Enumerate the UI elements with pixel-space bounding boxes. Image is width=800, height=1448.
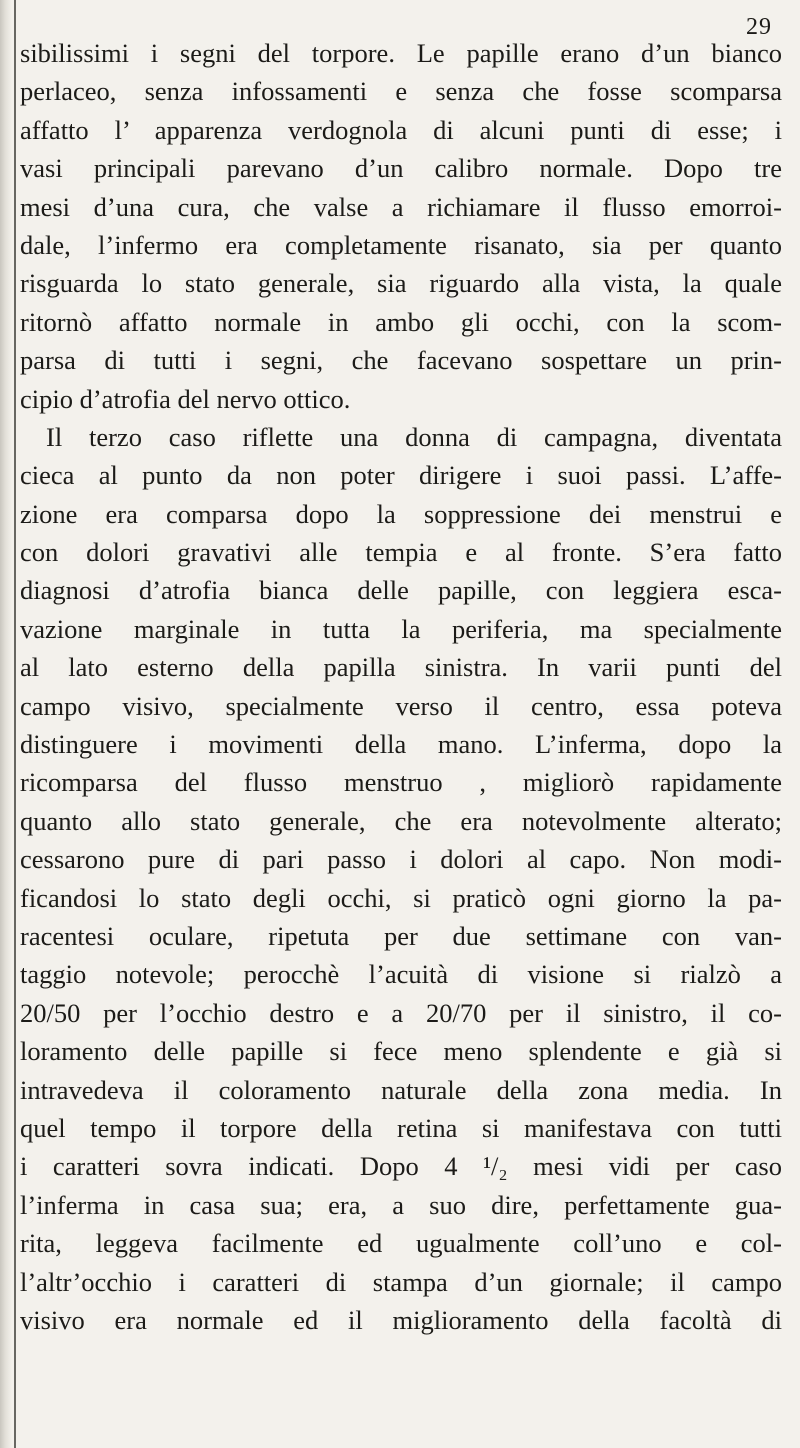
text-line: diagnosi d’atrofia bianca delle papille, con leggiera esca- [20,575,782,606]
text-line: l’inferma in casa sua; era, a suo dire, perfettamente gua- [20,1189,782,1220]
page-binding-shadow [0,0,12,1448]
text-line: rita, leggeva facilmente ed ugualmente coll’uno e col- [20,1228,782,1259]
body-text [20,34,782,1339]
text-line: ritornò affatto normale in ambo gli occhi, con la scom- [20,306,782,337]
text-line: quel tempo il torpore della retina si manifestava con tutti [20,1112,782,1143]
text-line: l’altr’occhio i caratteri di stampa d’un giornale; il campo [20,1266,782,1297]
text-line: affatto l’ apparenza verdognola di alcuni punti di esse; i [20,114,782,145]
page-number: 29 [746,14,772,40]
text-line: vazione marginale in tutta la periferia, ma specialmente [20,613,782,644]
page-binding-edge [14,0,16,1448]
text-line: zione era comparsa dopo la soppressione dei menstrui e [20,498,782,529]
text-line: i caratteri sovra indicati. Dopo 4 ¹/₂ mesi vidi per caso [20,1151,782,1182]
text-line: campo visivo, specialmente verso il centro, essa poteva [20,690,782,721]
text-line: racentesi oculare, ripetuta per due settimane con van- [20,920,782,951]
text-line: ricomparsa del flusso menstruo , migliorò rapidamente [20,767,782,798]
text-line: ficandosi lo stato degli occhi, si praticò ogni giorno la pa- [20,882,782,913]
text-line: intravedeva il coloramento naturale della zona media. In [20,1074,782,1105]
text-line: distinguere i movimenti della mano. L’inferma, dopo la [20,729,782,760]
text-line: quanto allo stato generale, che era notevolmente alterato; [20,805,782,836]
text-line: sibilissimi i segni del torpore. Le papille erano d’un bianco [20,38,782,68]
text-line: risguarda lo stato generale, sia riguardo alla vista, la quale [20,268,782,299]
text-line: al lato esterno della papilla sinistra. In varii punti del [20,652,782,683]
text-line: vasi principali parevano d’un calibro normale. Dopo tre [20,153,782,184]
text-line: perlaceo, senza infossamenti e senza che fosse scomparsa [20,76,782,107]
text-line: parsa di tutti i segni, che facevano sospettare un prin- [20,345,782,376]
text-line: loramento delle papille si fece meno splendente e già si [20,1036,782,1067]
text-line: taggio notevole; perocchè l’acuità di visione si rialzò a [20,959,782,990]
text-line: cieca al punto da non poter dirigere i suoi passi. L’affe- [20,460,782,491]
text-line: mesi d’una cura, che valse a richiamare il flusso emorroi- [20,191,782,222]
text-line: dale, l’infermo era completamente risanato, sia per quanto [20,229,782,260]
text-line: cessarono pure di pari passo i dolori al capo. Non modi- [20,844,782,875]
text-line: visivo era normale ed il miglioramento della facoltà di [20,1304,782,1335]
text-line: Il terzo caso riflette una donna di campagna, diventata [46,421,782,452]
text-line: con dolori gravativi alle tempia e al fronte. S’era fatto [20,537,782,568]
text-line: cipio d’atrofia del nervo ottico. [20,383,351,414]
text-line: 20/50 per l’occhio destro e a 20/70 per il sinistro, il co- [20,997,782,1028]
